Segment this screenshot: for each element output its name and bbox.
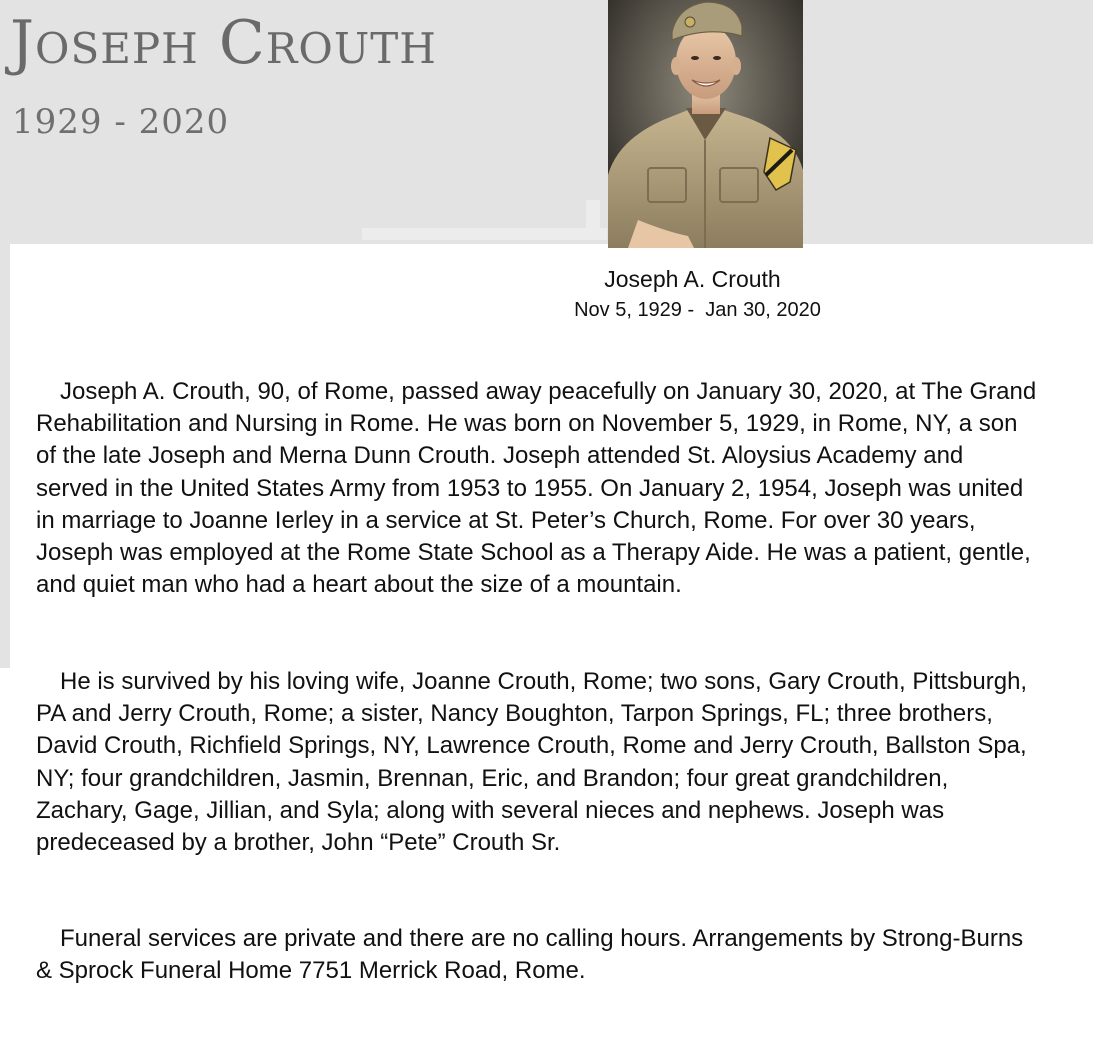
left-margin-strip <box>0 244 10 668</box>
caption-full-name: Joseph A. Crouth <box>604 266 781 292</box>
obituary-paragraph-2: He is survived by his loving wife, Joanne Crouth, Rome; two sons, Gary Crouth, Pittsburgh, PA and Jerry Crouth, Rome; a sister, Nancy Boughton, Tarpon Springs, FL; three brothers, David Crouth, Richfield Springs, NY, Lawrence Crouth, Rome and Jerry Crouth, Ballston Spa, NY; four grandchildren, Jasmin, Brennan, Eric, and Brandon; four great grandchildren, Zachary, Gage, Jillian, and Syla; along with several nieces and nephews. Joseph was predeceased by a brother, John “Pete” Crouth Sr. <box>36 668 1028 857</box>
obituary-paragraph-3: Funeral services are private and there are no calling hours. Arrangements by Strong-Burns & Sprock Funeral Home 7751 Merrick Road, Rome. <box>36 925 1024 985</box>
header-divider-vertical <box>586 200 600 240</box>
header-divider <box>362 228 607 240</box>
caption-dates: Nov 5, 1929 - Jan 30, 2020 <box>574 299 821 321</box>
life-years: 1929 - 2020 <box>12 102 230 142</box>
page-title: Joseph Crouth <box>10 8 437 78</box>
soldier-portrait-photo <box>608 0 803 248</box>
obituary-paragraph-1: Joseph A. Crouth, 90, of Rome, passed away peacefully on January 30, 2020, at The Grand Rehabilitation and Nursing in Rome. He was born on November 5, 1929, in Rome, NY, a son of the late Joseph and Merna Dunn Crouth. Joseph attended St. Aloysius Academy and served in the United States Army from 1953 to 1955. On January 2, 1954, Joseph was united in marriage to Joanne Ierley in a service at St. Peter’s Church, Rome. For over 30 years, Joseph was employed at the Rome State School as a Therapy Aide. He was a patient, gentle, and quiet man who had a heart about the size of a mountain. <box>36 378 1037 599</box>
